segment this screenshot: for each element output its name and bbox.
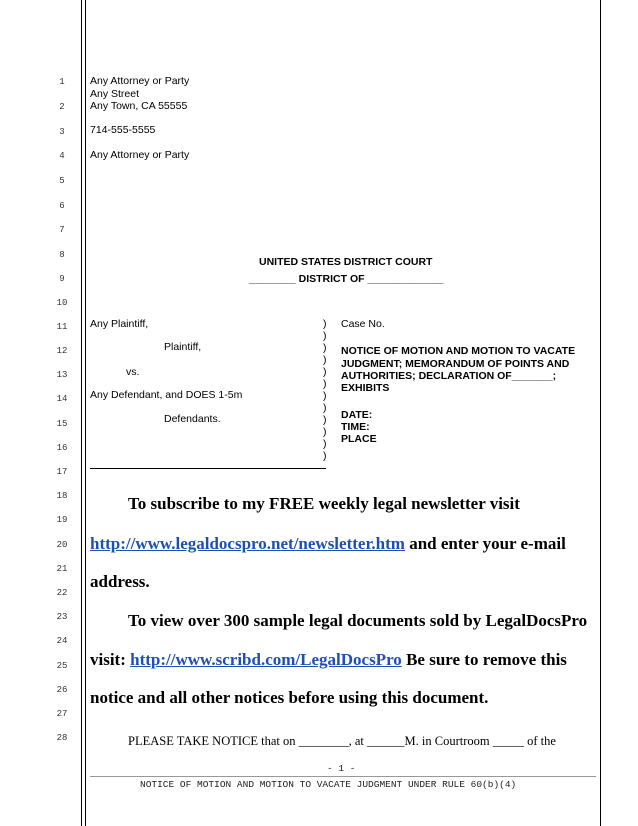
notice-line-5-prefix: visit: [90, 650, 131, 669]
page-number: - 1 - [327, 763, 356, 774]
line-number: 2 [59, 102, 65, 112]
paren: ) [323, 366, 327, 378]
document-title-line: JUDGMENT; MEMORANDUM OF POINTS AND [341, 358, 570, 370]
plaintiff-name: Any Plaintiff, [90, 318, 149, 330]
line-number: 17 [56, 467, 68, 477]
paren: ) [323, 438, 327, 450]
paren: ) [323, 414, 327, 426]
line-number: 8 [59, 250, 65, 260]
defendant-role: Defendants. [164, 413, 221, 425]
paren: ) [323, 426, 327, 438]
newsletter-link[interactable]: http://www.legaldocspro.net/newsletter.htm [90, 534, 405, 553]
hearing-place-label: PLACE [341, 433, 377, 445]
line-number: 4 [59, 151, 65, 161]
notice-body-text: PLEASE TAKE NOTICE that on ________, at ______M. in Courtroom _____ of the [128, 734, 556, 748]
line-number: 19 [56, 515, 68, 525]
paren: ) [323, 390, 327, 402]
footer-title: NOTICE OF MOTION AND MOTION TO VACATE JUDGMENT UNDER RULE 60(b)(4) [140, 779, 517, 790]
line-number: 26 [56, 685, 68, 695]
line-number: 27 [56, 709, 68, 719]
line-number: 18 [56, 491, 68, 501]
document-title-line: NOTICE OF MOTION AND MOTION TO VACATE [341, 345, 576, 357]
hearing-date-label: DATE: [341, 409, 373, 421]
line-number: 25 [56, 661, 68, 671]
attorney-city: Any Town, CA 55555 [90, 100, 188, 112]
notice-line-5-rest: Be sure to remove this [401, 650, 567, 669]
notice-line-3: address. [90, 572, 150, 591]
line-number: 24 [56, 636, 68, 646]
notice-line-5 [90, 650, 567, 670]
line-number: 16 [56, 443, 68, 453]
line-number: 10 [56, 298, 68, 308]
document-title-line: AUTHORITIES; DECLARATION OF_______; [341, 370, 557, 382]
notice-line-2-rest: and enter your e-mail [404, 534, 566, 553]
attorney-phone: 714-555-5555 [90, 124, 156, 136]
footer-rule [90, 776, 596, 777]
line-number: 5 [59, 176, 65, 186]
paren: ) [323, 342, 327, 354]
line-number: 28 [56, 733, 68, 743]
paren: ) [323, 402, 327, 414]
attorney-name: Any Attorney or Party [90, 75, 190, 87]
attorney-street: Any Street [90, 88, 140, 100]
left-margin-rule-outer [81, 0, 82, 826]
notice-line-4: To view over 300 sample legal documents sold by LegalDocsPro [128, 611, 588, 630]
paren: ) [323, 318, 327, 330]
scribd-link[interactable]: http://www.scribd.com/LegalDocsPro [130, 650, 402, 669]
line-number: 14 [56, 394, 68, 404]
paren: ) [323, 354, 327, 366]
plaintiff-role: Plaintiff, [164, 341, 202, 353]
line-number: 3 [59, 127, 65, 137]
paren: ) [323, 330, 327, 342]
line-number: 15 [56, 419, 68, 429]
hearing-time-label: TIME: [341, 421, 370, 433]
line-number: 20 [56, 540, 68, 550]
notice-line-6: notice and all other notices before using this document. [90, 688, 489, 707]
versus: vs. [126, 366, 140, 378]
paren: ) [323, 450, 327, 462]
caption-underline [90, 468, 326, 469]
line-number: 11 [56, 322, 68, 332]
court-district: ________ DISTRICT OF _____________ [249, 273, 444, 285]
line-number: 21 [56, 564, 68, 574]
line-number: 7 [59, 225, 65, 235]
line-number: 1 [59, 77, 65, 87]
document-title-line: EXHIBITS [341, 382, 390, 394]
line-number: 9 [59, 274, 65, 284]
line-number: 12 [56, 346, 68, 356]
defendant-name: Any Defendant, and DOES 1-5m [90, 389, 243, 401]
line-number: 13 [56, 370, 68, 380]
left-margin-rule-inner [85, 0, 86, 826]
case-number-label: Case No. [341, 318, 385, 330]
line-number: 22 [56, 588, 68, 598]
court-name: UNITED STATES DISTRICT COURT [259, 256, 433, 268]
line-number: 6 [59, 201, 65, 211]
attorney-for: Any Attorney or Party [90, 149, 190, 161]
right-margin-rule [600, 0, 601, 826]
line-number: 23 [56, 612, 68, 622]
paren: ) [323, 378, 327, 390]
notice-line-1: To subscribe to my FREE weekly legal newsletter visit [128, 494, 520, 513]
notice-line-2 [90, 534, 566, 554]
